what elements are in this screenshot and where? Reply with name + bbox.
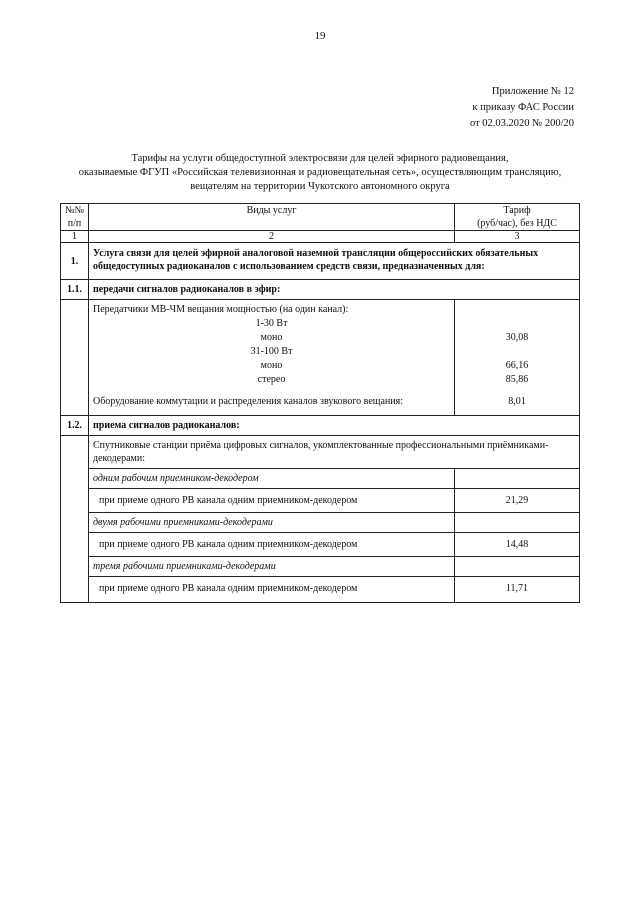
transmitters-intro: Передатчики МВ-ЧМ вещания мощностью (на один канал):	[93, 304, 349, 315]
tariff-table	[60, 203, 580, 603]
group-2-title-row	[61, 513, 580, 533]
column-number-row	[61, 231, 580, 243]
section-1-row	[61, 243, 580, 280]
group-1-value: 21,29	[455, 489, 580, 513]
column-number-3: 3	[455, 231, 580, 243]
header-number-line-2: п/п	[67, 218, 82, 229]
mono-2-value: 66,16	[505, 360, 529, 371]
header-tariff-line-1: Тариф	[503, 205, 531, 216]
spacer	[93, 387, 450, 395]
column-number-1: 1	[61, 231, 89, 243]
group-1-item-row	[61, 489, 580, 513]
satellite-intro-row	[61, 436, 580, 469]
header-tariff-cell	[455, 204, 580, 231]
section-1-1-empty-cell	[61, 300, 89, 416]
appendix-line-2: к приказу ФАС России	[472, 102, 574, 113]
equipment-label: Оборудование коммутации и распределения каналов звукового вещания:	[93, 396, 403, 407]
group-1-title-row	[61, 469, 580, 489]
table-header-row	[61, 204, 580, 231]
satellite-intro: Спутниковые станции приёма цифровых сигналов, укомплектованные профессиональными приёмниками-декодерами:	[89, 436, 580, 469]
group-1-title: одним рабочим приемником-декодером	[89, 469, 455, 489]
group-3-title-empty	[455, 557, 580, 577]
section-1-2-empty-cell	[61, 436, 89, 603]
section-1-text: Услуга связи для целей эфирной аналоговой наземной трансляции общероссийских обязательных общедоступных радиоканалов с использованием средств связи, предназначенных для:	[89, 243, 580, 280]
stereo-value: 85,86	[505, 374, 529, 385]
appendix-line-1: Приложение № 12	[491, 86, 574, 97]
power-31-100: 31-100 Вт	[250, 346, 293, 357]
section-1-1-text: передачи сигналов радиоканалов в эфир:	[89, 280, 580, 300]
group-2-title-empty	[455, 513, 580, 533]
spacer	[459, 387, 575, 395]
section-1-2-row	[61, 416, 580, 436]
header-services-label: Виды услуг	[246, 205, 297, 216]
group-1-title-empty	[455, 469, 580, 489]
power-1-30: 1-30 Вт	[255, 318, 288, 329]
header-number-line-1: №№	[64, 205, 85, 216]
section-1-2-number: 1.2.	[61, 416, 89, 436]
mono-1-label: моно	[260, 332, 283, 343]
section-1-1-number: 1.1.	[61, 280, 89, 300]
mono-2-label: моно	[260, 360, 283, 371]
section-1-1-tariffs	[455, 300, 580, 416]
section-1-1-services	[89, 300, 455, 416]
group-3-item: при приеме одного РВ канала одним приемником-декодером	[89, 577, 455, 603]
header-services-cell	[89, 204, 455, 231]
group-3-value: 11,71	[455, 577, 580, 603]
appendix-block	[470, 84, 574, 132]
group-2-item-row	[61, 533, 580, 557]
equipment-value: 8,01	[508, 396, 526, 407]
page-number: 19	[314, 30, 326, 42]
stereo-label: стерео	[257, 374, 286, 385]
group-2-title: двумя рабочими приемниками-декодерами	[89, 513, 455, 533]
group-2-value: 14,48	[455, 533, 580, 557]
column-number-2: 2	[89, 231, 455, 243]
header-number-cell	[61, 204, 89, 231]
document-title	[60, 152, 580, 194]
title-line-3: вещателям на территории Чукотского автономного округа	[190, 181, 450, 192]
spacer	[459, 303, 575, 317]
section-1-1-row	[61, 280, 580, 300]
header-tariff-line-2: (руб/час), без НДС	[477, 218, 557, 229]
group-3-title-row	[61, 557, 580, 577]
section-1-2-text: приема сигналов радиоканалов:	[89, 416, 580, 436]
group-3-item-row	[61, 577, 580, 603]
appendix-line-3: от 02.03.2020 № 200/20	[469, 118, 574, 129]
spacer	[459, 345, 575, 359]
mono-1-value: 30,08	[505, 332, 529, 343]
section-1-1-content-row	[61, 300, 580, 416]
title-line-2: оказываемые ФГУП «Российская телевизионная и радиовещательная сеть», осуществляющим трансляцию,	[78, 167, 562, 178]
section-1-number: 1.	[61, 243, 89, 280]
group-1-item: при приеме одного РВ канала одним приемником-декодером	[89, 489, 455, 513]
title-line-1: Тарифы на услуги общедоступной электросвязи для целей эфирного радиовещания,	[131, 153, 509, 164]
group-2-item: при приеме одного РВ канала одним приемником-декодером	[89, 533, 455, 557]
group-3-title: тремя рабочими приемниками-декодерами	[89, 557, 455, 577]
spacer	[459, 317, 575, 331]
